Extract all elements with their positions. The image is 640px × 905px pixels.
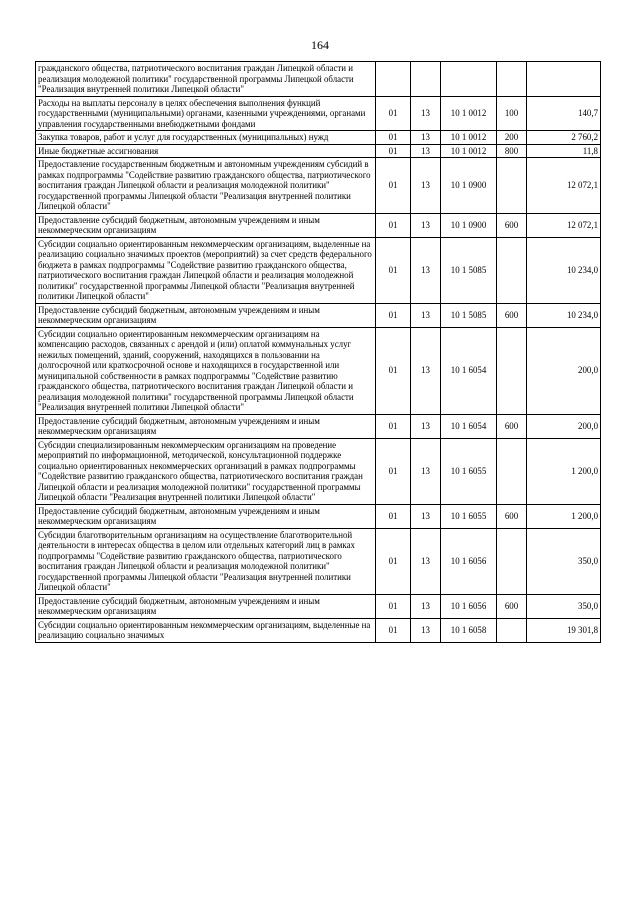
target-article-cell: 10 1 0900 [441, 158, 497, 214]
expense-type-cell [497, 237, 527, 303]
table-row [36, 237, 601, 303]
page-number: 164 [311, 38, 329, 52]
description-cell: Иные бюджетные ассигнования [36, 144, 376, 158]
section-cell: 01 [376, 414, 411, 438]
table-row [36, 528, 601, 594]
description-cell: Закупка товаров, работ и услуг для государственных (муниципальных) нужд [36, 131, 376, 145]
expense-type-cell: 800 [497, 144, 527, 158]
subsection-cell: 13 [411, 528, 441, 594]
description-cell: Предоставление субсидий бюджетным, автономным учреждениям и иным некоммерческим организациям [36, 594, 376, 618]
description-cell: Предоставление субсидий бюджетным, автономным учреждениям и иным некоммерческим организациям [36, 303, 376, 327]
amount-cell: 12 072,1 [527, 158, 601, 214]
subsection-cell: 13 [411, 414, 441, 438]
amount-cell: 350,0 [527, 528, 601, 594]
target-article-cell: 10 1 0900 [441, 213, 497, 237]
table-row [36, 504, 601, 528]
amount-cell: 12 072,1 [527, 213, 601, 237]
expense-type-cell [497, 618, 527, 642]
target-article-cell: 10 1 6054 [441, 414, 497, 438]
expense-type-cell: 600 [497, 213, 527, 237]
table-row [36, 303, 601, 327]
description-cell: Предоставление субсидий бюджетным, автономным учреждениям и иным некоммерческим организациям [36, 414, 376, 438]
subsection-cell: 13 [411, 213, 441, 237]
table-row [36, 158, 601, 214]
subsection-cell: 13 [411, 237, 441, 303]
amount-cell: 140,7 [527, 96, 601, 131]
expense-type-cell: 600 [497, 504, 527, 528]
table-row [36, 414, 601, 438]
target-article-cell: 10 1 6055 [441, 504, 497, 528]
subsection-cell: 13 [411, 504, 441, 528]
target-article-cell: 10 1 6054 [441, 327, 497, 414]
subsection-cell: 13 [411, 96, 441, 131]
table-row [36, 144, 601, 158]
amount-cell: 2 760,2 [527, 131, 601, 145]
section-cell: 01 [376, 158, 411, 214]
target-article-cell: 10 1 0012 [441, 131, 497, 145]
expense-type-cell: 600 [497, 414, 527, 438]
subsection-cell: 13 [411, 327, 441, 414]
description-cell: Субсидии специализированным некоммерческим организациям на проведение мероприятий по информационной, методической, консультационной поддержке социально ориентированных некоммерческих организаций в рамках подпрограммы "Содействие развитию гражданского общества, патриотического воспитания граждан Липецкой области и реализация молодежной политики" государственной программы Липецкой области "Реализация внутренней политики Липецкой области" [36, 438, 376, 504]
description-cell: Расходы на выплаты персоналу в целях обеспечения выполнения функций государственными (муниципальными) органами, казенными учреждениями, органами управления государственными внебюджетными фондами [36, 96, 376, 131]
expense-type-cell: 200 [497, 131, 527, 145]
table-row [36, 96, 601, 131]
expense-type-cell: 100 [497, 96, 527, 131]
description-cell: Предоставление субсидий бюджетным, автономным учреждениям и иным некоммерческим организациям [36, 213, 376, 237]
expense-type-cell [497, 62, 527, 97]
section-cell [376, 62, 411, 97]
section-cell: 01 [376, 303, 411, 327]
description-cell: Субсидии социально ориентированным некоммерческим организациям, выделенные на реализацию социально значимых [36, 618, 376, 642]
subsection-cell: 13 [411, 618, 441, 642]
expense-type-cell [497, 327, 527, 414]
budget-table-body [36, 62, 601, 643]
description-cell: гражданского общества, патриотического воспитания граждан Липецкой области и реализация молодежной политики" государственной программы Липецкой области "Реализация внутренней политики Липецкой области" [36, 62, 376, 97]
expense-type-cell [497, 438, 527, 504]
target-article-cell [441, 62, 497, 97]
section-cell: 01 [376, 237, 411, 303]
description-cell: Субсидии социально ориентированным некоммерческим организациям на компенсацию расходов, связанных с арендой и (или) оплатой коммунальных услуг нежилых помещений, зданий, сооружений, находящихся в пользовании на долгосрочной или краткосрочной основе и находящихся в государственной или муниципальной собственности в рамках подпрограммы "Содействие развитию гражданского общества, патриотического воспитания граждан Липецкой области и реализация молодежной политики" государственной программы Липецкой области "Реализация внутренней политики Липецкой области" [36, 327, 376, 414]
target-article-cell: 10 1 0012 [441, 96, 497, 131]
subsection-cell: 13 [411, 131, 441, 145]
section-cell: 01 [376, 594, 411, 618]
target-article-cell: 10 1 6058 [441, 618, 497, 642]
target-article-cell: 10 1 0012 [441, 144, 497, 158]
target-article-cell: 10 1 6056 [441, 528, 497, 594]
section-cell: 01 [376, 131, 411, 145]
table-row [36, 213, 601, 237]
table-row [36, 131, 601, 145]
target-article-cell: 10 1 6056 [441, 594, 497, 618]
target-article-cell: 10 1 5085 [441, 237, 497, 303]
table-row [36, 594, 601, 618]
expense-type-cell: 600 [497, 303, 527, 327]
table-row [36, 62, 601, 97]
section-cell: 01 [376, 618, 411, 642]
description-cell: Субсидии благотворительным организациям на осуществление благотворительной деятельности в интересах общества в целом или отдельных категорий лиц в рамках подпрограммы "Содействие развитию гражданского общества, патриотического воспитания граждан Липецкой области и реализация молодежной политики" государственной программы Липецкой области "Реализация внутренней политики Липецкой области" [36, 528, 376, 594]
amount-cell: 1 200,0 [527, 504, 601, 528]
amount-cell [527, 62, 601, 97]
section-cell: 01 [376, 96, 411, 131]
section-cell: 01 [376, 144, 411, 158]
subsection-cell: 13 [411, 158, 441, 214]
amount-cell: 200,0 [527, 327, 601, 414]
description-cell: Субсидии социально ориентированным некоммерческим организациям, выделенные на реализацию социально значимых проектов (мероприятий) за счет средств федерального бюджета в рамках подпрограммы "Содействие развитию гражданского общества, патриотического воспитания граждан Липецкой области и реализация молодежной политики" государственной программы Липецкой области "Реализация внутренней политики Липецкой области" [36, 237, 376, 303]
amount-cell: 200,0 [527, 414, 601, 438]
section-cell: 01 [376, 528, 411, 594]
amount-cell: 10 234,0 [527, 303, 601, 327]
amount-cell: 1 200,0 [527, 438, 601, 504]
section-cell: 01 [376, 327, 411, 414]
subsection-cell: 13 [411, 438, 441, 504]
amount-cell: 19 301,8 [527, 618, 601, 642]
target-article-cell: 10 1 6055 [441, 438, 497, 504]
expense-type-cell [497, 528, 527, 594]
table-row [36, 618, 601, 642]
amount-cell: 10 234,0 [527, 237, 601, 303]
amount-cell: 350,0 [527, 594, 601, 618]
table-row [36, 438, 601, 504]
target-article-cell: 10 1 5085 [441, 303, 497, 327]
expense-type-cell: 600 [497, 594, 527, 618]
subsection-cell [411, 62, 441, 97]
subsection-cell: 13 [411, 144, 441, 158]
subsection-cell: 13 [411, 303, 441, 327]
section-cell: 01 [376, 504, 411, 528]
description-cell: Предоставление субсидий бюджетным, автономным учреждениям и иным некоммерческим организациям [36, 504, 376, 528]
budget-table [35, 61, 601, 643]
amount-cell: 11,8 [527, 144, 601, 158]
description-cell: Предоставление государственным бюджетным и автономным учреждениям субсидий в рамках подпрограммы "Содействие развитию гражданского общества, патриотического воспитания граждан Липецкой области и реализация молодежной политики" государственной программы Липецкой области "Реализация внутренней политики Липецкой области" [36, 158, 376, 214]
subsection-cell: 13 [411, 594, 441, 618]
expense-type-cell [497, 158, 527, 214]
table-row [36, 327, 601, 414]
section-cell: 01 [376, 213, 411, 237]
section-cell: 01 [376, 438, 411, 504]
